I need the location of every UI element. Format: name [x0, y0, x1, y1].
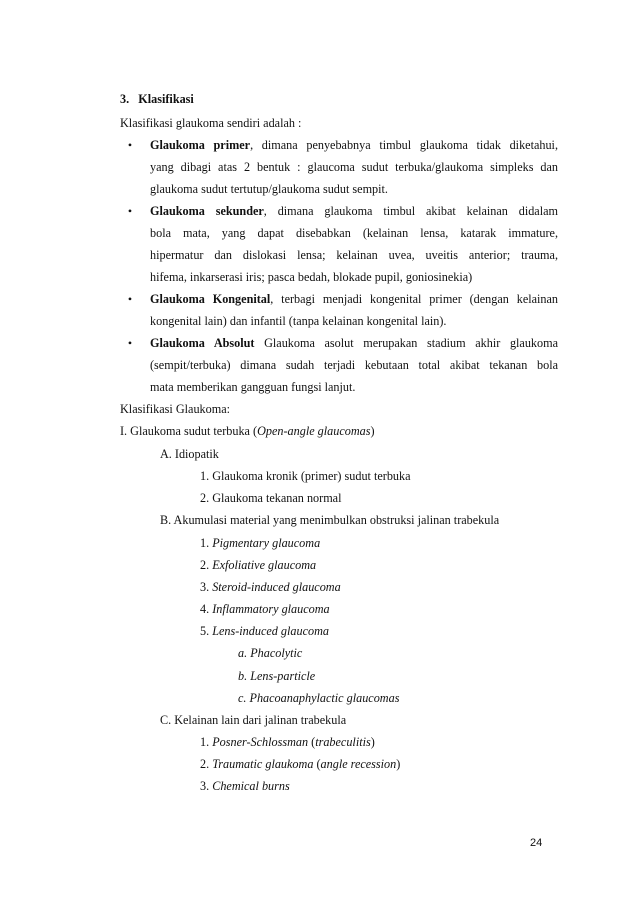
group-b-item-1 [200, 535, 320, 551]
bullet-icon: • [127, 138, 133, 152]
group-c-item-2 [200, 756, 400, 772]
bullet-2-term: Glaukoma sekunder [150, 204, 264, 218]
item-number: 3. [200, 779, 213, 793]
group-c-item-1 [200, 734, 375, 750]
classification-title: Klasifikasi Glaukoma: [120, 402, 231, 416]
bullet-1-text-1: , dimana penyebabnya timbul glaukoma tidak diketahui, [250, 138, 558, 152]
group-c-label: C. Kelainan lain dari jalinan trabekula [160, 713, 347, 727]
item-text: Steroid-induced glaucoma [212, 580, 341, 594]
bullet-icon: • [127, 336, 133, 350]
bullet-4-line-2: (sempit/terbuka) dimana sudah terjadi kebutaan total akibat tekanan bola [150, 358, 558, 372]
item-number: 1. [200, 536, 213, 550]
item-text-2: trabeculitis [315, 735, 371, 749]
bullet-4-text-1: Glaukoma asolut merupakan stadium akhir glaukoma [254, 336, 558, 350]
item-number: 3. [200, 580, 213, 594]
bullet-2-line-2: bola mata, yang dapat disebabkan (kelainan lensa, katarak immature, [150, 226, 558, 240]
group-a-item-1: 1. Glaukoma kronik (primer) sudut terbuka [200, 469, 411, 483]
item-text: Posner-Schlossman [212, 735, 309, 749]
item-number: 1. [200, 735, 213, 749]
heading-title: Klasifikasi [138, 92, 194, 106]
bullet-4-term: Glaukoma Absolut [150, 336, 255, 350]
bullet-1-term: Glaukoma primer [150, 138, 251, 152]
bullet-3-line-2: kongenital lain) dan infantil (tanpa kelainan kongenital lain). [150, 314, 447, 328]
bullet-icon: • [127, 292, 133, 306]
section-heading [120, 91, 194, 107]
item-number: 2. [200, 757, 213, 771]
group-b-label: B. Akumulasi material yang menimbulkan obstruksi jalinan trabekula [160, 513, 500, 527]
item-text: Chemical burns [212, 779, 290, 793]
item-text: Exfoliative glaucoma [212, 558, 317, 572]
item-text: Pigmentary glaucoma [212, 536, 321, 550]
group-b-item-5 [200, 623, 329, 639]
item-paren: ( [308, 735, 316, 749]
heading-number: 3. [120, 92, 130, 106]
group-b-item-2 [200, 557, 316, 573]
bullet-2-text-1: , dimana glaukoma timbul akibat kelainan didalam [263, 204, 558, 218]
item-number: 2. [200, 558, 213, 572]
subitem-text: c. Phacoanaphylactic glaucomas [238, 691, 400, 705]
group-b-subitem-a [238, 645, 302, 661]
item-text: Inflammatory glaucoma [212, 602, 330, 616]
bullet-1-line-2: yang dibagi atas 2 bentuk : glaucoma sudut terbuka/glaukoma simpleks dan [150, 160, 558, 174]
section-1-title [120, 423, 375, 439]
group-b-subitem-b [238, 668, 315, 684]
group-b-item-4 [200, 601, 330, 617]
bullet-3-text-1: , terbagi menjadi kongenital primer (dengan kelainan [270, 292, 559, 306]
bullet-4-line-3: mata memberikan gangguan fungsi lanjut. [150, 380, 356, 394]
bullet-3-line-1 [150, 291, 558, 307]
section-1-prefix: I. Glaukoma sudut terbuka ( [120, 424, 258, 438]
group-a-label: A. Idiopatik [160, 447, 219, 461]
page-number: 24 [530, 837, 543, 849]
intro-text: Klasifikasi glaukoma sendiri adalah : [120, 116, 302, 130]
item-text: Lens-induced glaucoma [212, 624, 329, 638]
group-a-item-2: 2. Glaukoma tekanan normal [200, 491, 342, 505]
bullet-2-line-4: hifema, inkarserasi iris; pasca bedah, blokade pupil, goniosinekia) [150, 270, 473, 284]
item-text: Traumatic glaukoma [212, 757, 314, 771]
bullet-1-line-3: glaukoma sudut tertutup/glaukoma sudut sempit. [150, 182, 388, 196]
item-number: 4. [200, 602, 213, 616]
item-number: 5. [200, 624, 213, 638]
section-1-italic: Open-angle glaucomas [257, 424, 371, 438]
item-paren: ( [313, 757, 321, 771]
bullet-4-line-1 [150, 335, 558, 351]
section-1-suffix: ) [370, 424, 375, 438]
bullet-2-line-1 [150, 203, 558, 219]
group-b-subitem-c [238, 690, 399, 706]
bullet-3-term: Glaukoma Kongenital [150, 292, 271, 306]
group-c-item-3 [200, 778, 290, 794]
item-paren-close: ) [370, 735, 375, 749]
subitem-text: b. Lens-particle [238, 669, 316, 683]
bullet-1-line-1 [150, 137, 558, 153]
bullet-2-line-3: hipermatur dan dislokasi lensa; kelainan uvea, uveitis anterior; trauma, [150, 248, 558, 262]
group-b-item-3 [200, 579, 341, 595]
bullet-icon: • [127, 204, 133, 218]
item-text-2: angle recession [320, 757, 397, 771]
item-paren-close: ) [396, 757, 401, 771]
subitem-text: a. Phacolytic [238, 646, 303, 660]
